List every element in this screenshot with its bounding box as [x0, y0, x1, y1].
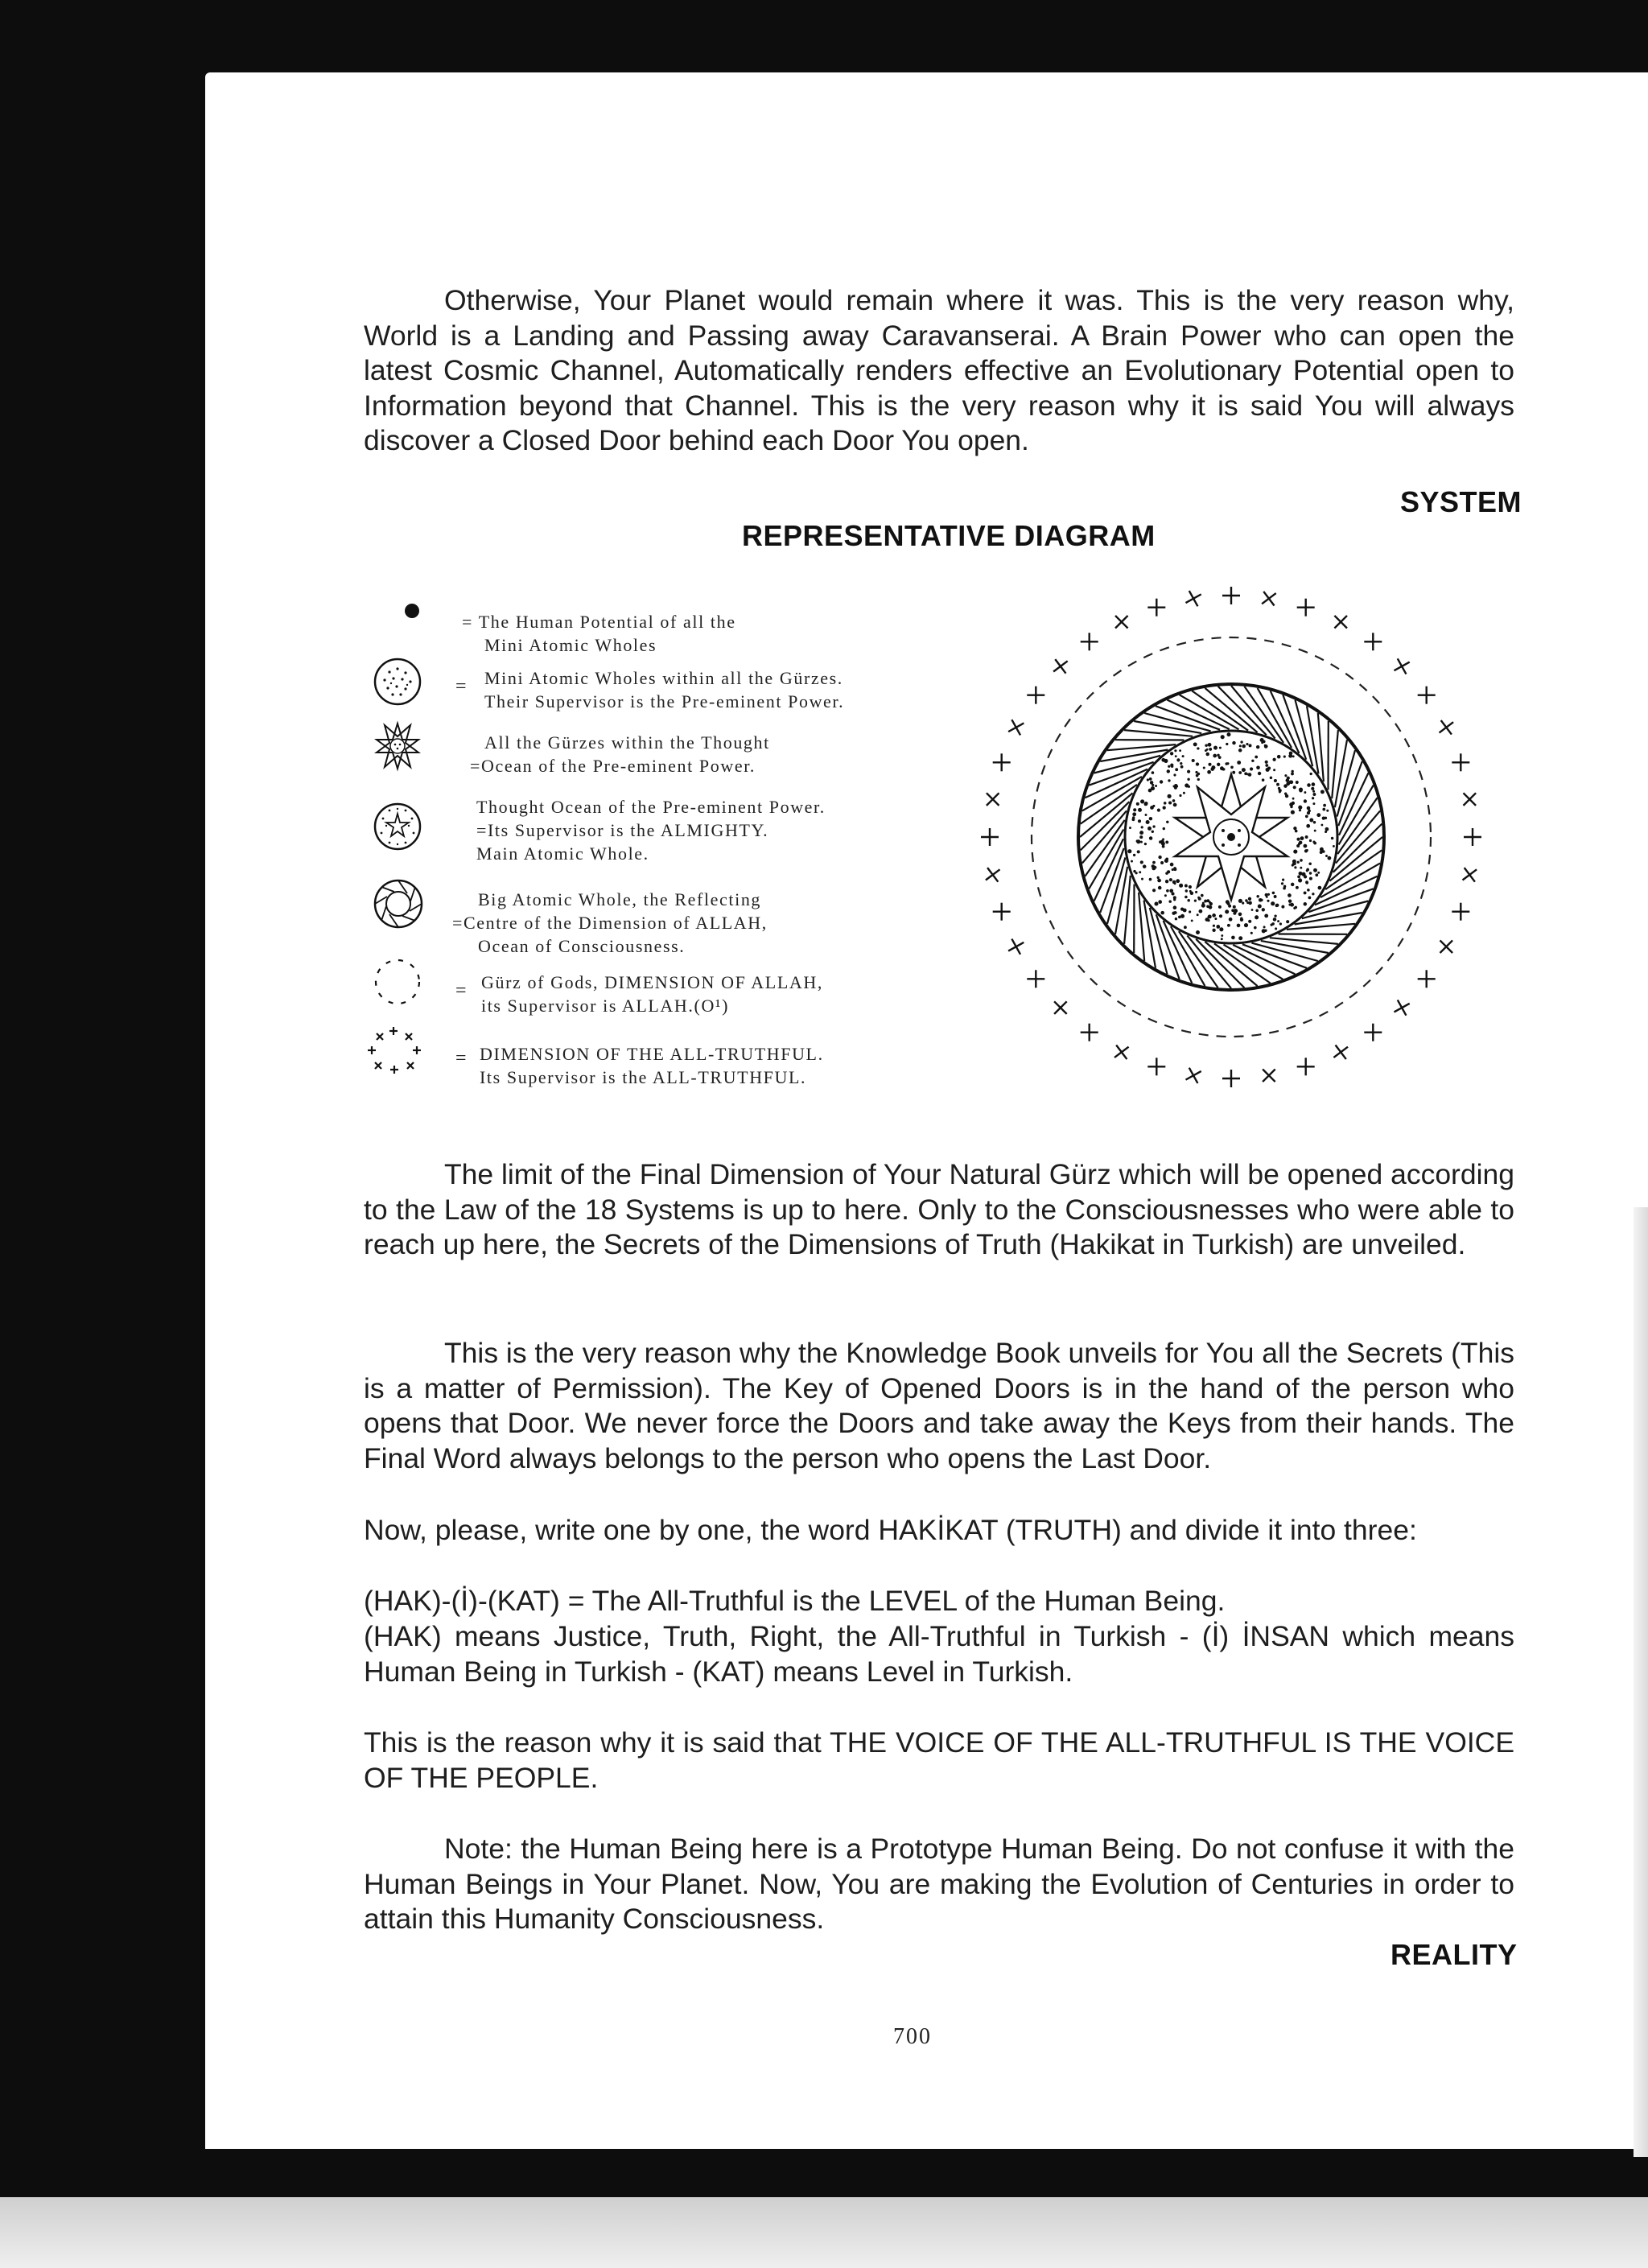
equals-sign: =	[455, 1048, 467, 1069]
star-in-circle-icon	[372, 801, 423, 852]
legend-line: its Supervisor is ALLAH.(O¹)	[481, 996, 730, 1016]
cross-mark	[1390, 654, 1414, 678]
heading-system: SYSTEM	[1400, 485, 1522, 518]
legend-line: Gürz of Gods, DIMENSION OF ALLAH,	[481, 972, 823, 992]
dashed-circle-icon	[372, 956, 423, 1008]
paragraph-knowledge-book: This is the very reason why the Knowledge Book unveils for You all the Secrets (This is a matter of Permission). The Key of Opened Doors is in the hand of the person who opens that Door. We never force the Doors and take away the Keys from their hands. The Final Word always belongs to the person who opens the Last Door.	[364, 1337, 1514, 1474]
cross-mark	[981, 828, 999, 846]
page-number: 700	[893, 2024, 932, 2049]
cross-mark	[1147, 1058, 1165, 1075]
cross-mark	[1181, 587, 1205, 611]
cross-mark	[1457, 862, 1482, 887]
paragraph-hak-meaning: (HAK) means Justice, Truth, Right, the All-Truthful in Turkish - (İ) İNSAN which means Human Being in Turkish - (KAT) means Level in Turkish.	[364, 1620, 1514, 1688]
cross-mark	[1109, 609, 1134, 634]
legend-line: Its Supervisor is the ALL-TRUTHFUL.	[480, 1067, 807, 1087]
cross-mark	[1434, 715, 1459, 740]
cross-mark	[1329, 1040, 1353, 1065]
central-star	[1175, 774, 1288, 900]
cross-mark	[980, 862, 1005, 887]
legend-line: Mini Atomic Wholes	[484, 635, 657, 655]
cross-mark	[1256, 1063, 1281, 1088]
cross-mark	[1081, 1024, 1098, 1041]
legend-line: =Its Supervisor is the ALMIGHTY.	[476, 820, 769, 840]
cross-mark	[1004, 715, 1028, 740]
paragraph-caravanserai: Otherwise, Your Planet would remain where it was. This is the very reason why, World is a Landing and Passing away Caravanserai. A Brain Power who can open the latest Cosmic Channel, Automatically renders effective an Evolutionary Potential open to Information beyond that Channel. This is the very reason why it is said You will always discover a Closed Door behind each Door You open.	[364, 284, 1514, 456]
cross-mark	[1434, 934, 1459, 959]
hatched-ring-icon	[372, 877, 425, 930]
cross-mark	[1297, 1058, 1315, 1075]
legend-line: Main Atomic Whole.	[476, 843, 649, 864]
equals-sign: =	[455, 676, 467, 697]
cross-mark	[1390, 996, 1414, 1020]
paragraph-hak-i-kat: (HAK)-(İ)-(KAT) = The All-Truthful is the LEVEL of the Human Being.	[364, 1585, 1226, 1617]
legend-line: Thought Ocean of the Pre-eminent Power.	[476, 797, 826, 817]
cross-mark	[1048, 996, 1073, 1021]
paragraph-final-dimension: The limit of the Final Dimension of Your Natural Gürz which will be opened according to the Law of the 18 Systems is up to here. Only to the Consciousnesses who were able to reach up here, the Secrets of the Dimensions of Truth (Hakikat in Turkish) are unveiled.	[364, 1158, 1514, 1260]
cross-mark	[980, 787, 1005, 812]
cross-mark	[1027, 970, 1044, 988]
cross-mark	[1364, 1024, 1382, 1041]
cross-mark	[1329, 609, 1353, 634]
scan-bottom-strip	[0, 2197, 1648, 2268]
cross-mark	[1452, 753, 1469, 771]
cross-mark	[1464, 828, 1481, 846]
cross-mark	[1081, 633, 1098, 650]
cross-mark	[1147, 599, 1165, 616]
heading-reality: REALITY	[1390, 1938, 1518, 1971]
cross-mark	[1364, 633, 1382, 650]
heading-representative-diagram: REPRESENTATIVE DIAGRAM	[742, 519, 1156, 552]
dotted-circle-icon	[372, 656, 423, 707]
legend-line: Big Atomic Whole, the Reflecting	[478, 889, 762, 909]
cross-mark	[1181, 1063, 1205, 1087]
legend-line: =Centre of the Dimension of ALLAH,	[452, 913, 768, 933]
legend-line: All the Gürzes within the Thought	[484, 732, 770, 753]
legend-line: Ocean of Consciousness.	[478, 936, 686, 956]
cross-mark	[993, 753, 1011, 771]
cross-mark	[1297, 599, 1315, 616]
page-edge-shadow	[1634, 1207, 1648, 2157]
cross-mark	[1457, 787, 1482, 812]
paragraph-voice-of-people: This is the reason why it is said that THE VOICE OF THE ALL-TRUTHFUL IS THE VOICE OF THE PEOPLE.	[364, 1726, 1514, 1794]
equals-sign: =	[455, 980, 467, 1001]
legend-line: = The Human Potential of all the	[462, 612, 736, 632]
paragraph-hakikat: Now, please, write one by one, the word HAKİKAT (TRUTH) and divide it into three:	[364, 1514, 1417, 1546]
cross-mark	[1027, 687, 1044, 704]
cross-mark	[1109, 1040, 1134, 1065]
dot-icon	[401, 600, 423, 622]
cross-mark	[1048, 654, 1073, 678]
paragraph-note: Note: the Human Being here is a Prototype Human Being. Do not confuse it with the Human Beings in Your Planet. Now, You are making the Evolution of Centuries in order to attain this Humanity Consciousness.	[364, 1833, 1514, 1935]
cross-mark	[1222, 1070, 1240, 1087]
cross-mark	[1452, 903, 1469, 921]
legend-line: DIMENSION OF THE ALL-TRUTHFUL.	[480, 1044, 824, 1064]
cross-mark	[1004, 934, 1028, 959]
cross-mark	[1222, 587, 1240, 604]
cross-mark	[1256, 586, 1281, 611]
crosses-circle-icon	[364, 1022, 431, 1090]
legend-line: =Ocean of the Pre-eminent Power.	[470, 756, 756, 776]
system-diagram	[966, 571, 1497, 1103]
legend-line: Mini Atomic Wholes within all the Gürzes.	[484, 668, 843, 688]
cross-mark	[1418, 687, 1436, 704]
cross-mark	[993, 903, 1011, 921]
cross-mark	[1418, 970, 1436, 988]
legend-line: Their Supervisor is the Pre-eminent Power.	[484, 691, 845, 711]
star-icon	[372, 720, 423, 772]
